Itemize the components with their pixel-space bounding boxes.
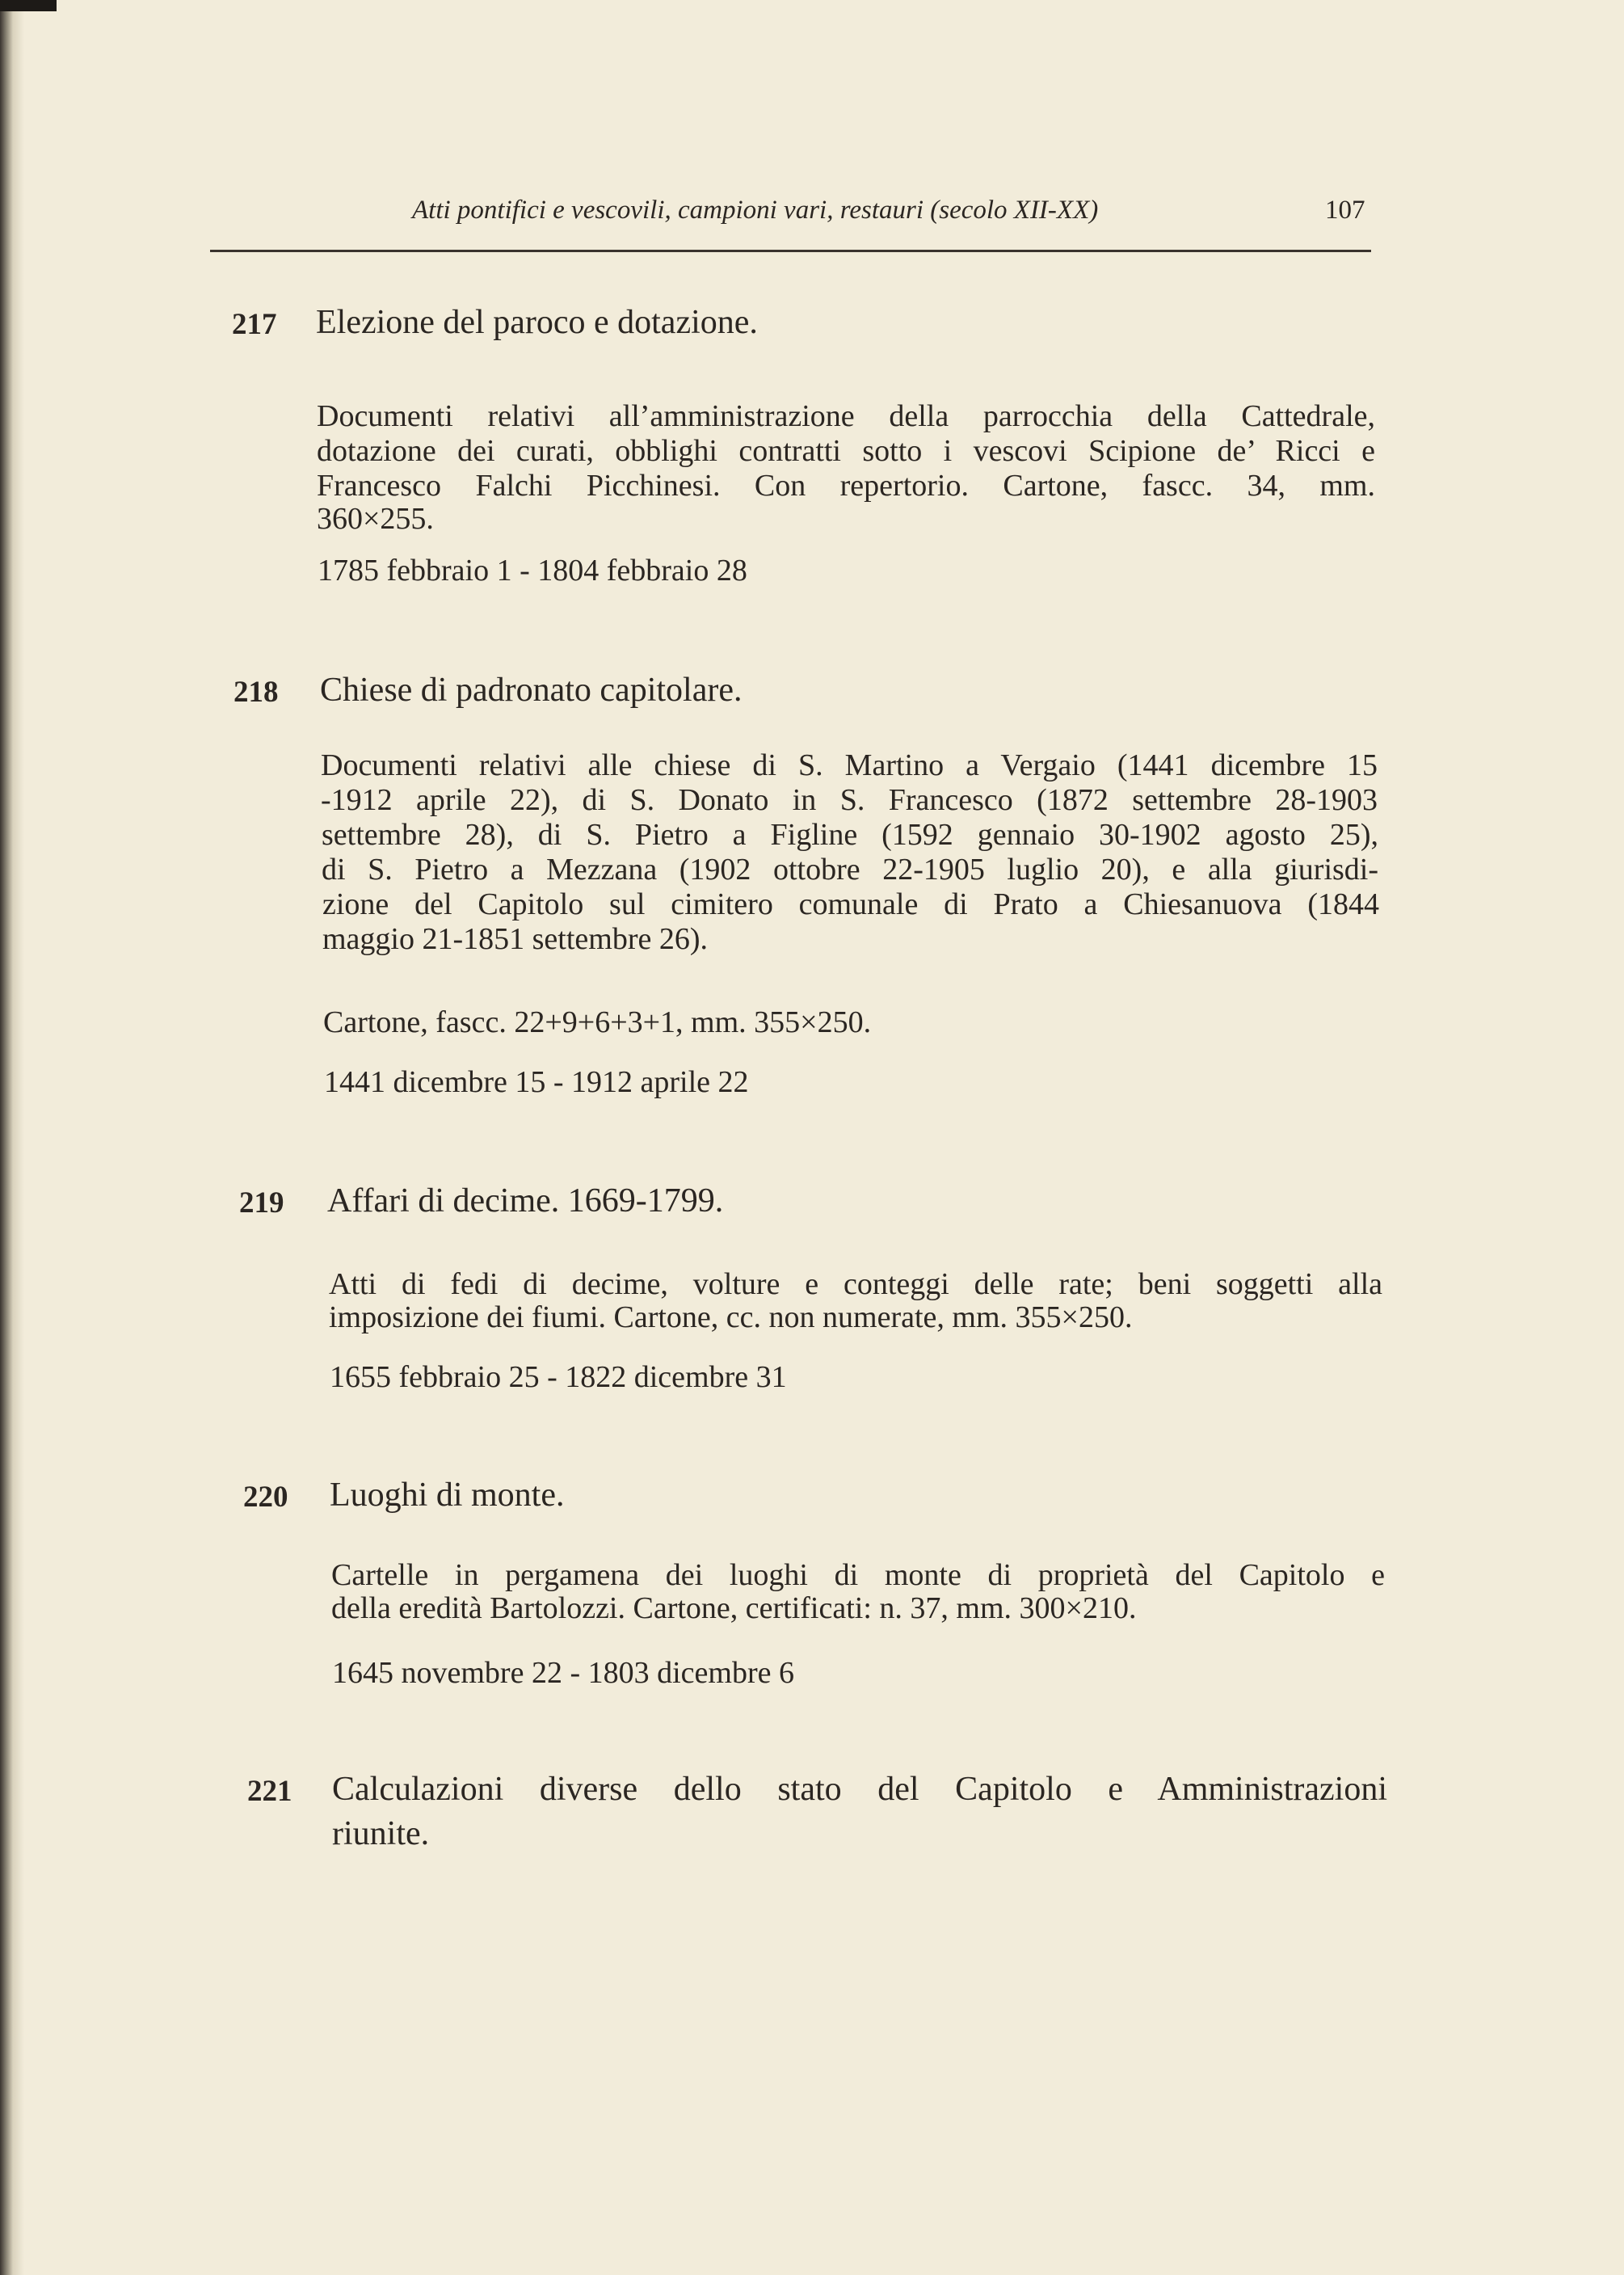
entry-body-line: Atti di fedi di decime, volture e conteggi delle rate; beni soggetti alla [329,1267,1382,1301]
page-number: 107 [1325,196,1365,225]
entry-body-line: di S. Pietro a Mezzana (1902 ottobre 22-1905 luglio 20), e alla giurisdi- [322,853,1378,887]
entry-body-line: della eredità Bartolozzi. Cartone, certificati: n. 37, mm. 300×210. [331,1591,1137,1625]
scan-corner [0,0,57,11]
entry-body-line: Francesco Falchi Picchinesi. Con repertorio. Cartone, fascc. 34, mm. [317,469,1375,503]
entry-title: Luoghi di monte. [330,1477,565,1514]
entry-body-line: zione del Capitolo sul cimitero comunale di Prato a Chiesanuova (1844 [322,887,1379,921]
entry-body-line: dotazione dei curati, obblighi contratti sotto i vescovi Scipione de’ Ricci e [317,434,1375,468]
entry-body-line: Documenti relativi alle chiese di S. Martino a Vergaio (1441 dicembre 15 [321,748,1378,782]
entry-physical-description: Cartone, fascc. 22+9+6+3+1, mm. 355×250. [323,1005,872,1039]
entry-title: Affari di decime. 1669-1799. [327,1182,724,1220]
header-rule [210,250,1371,252]
running-header: Atti pontifici e vescovili, campioni vari, restauri (secolo XII-XX) [412,196,1099,225]
entry-number: 218 [234,676,279,709]
entry-number: 220 [243,1481,288,1514]
entry-body-line: -1912 aprile 22), di S. Donato in S. Francesco (1872 settembre 28-1903 [321,783,1378,817]
entry-number: 221 [247,1775,292,1808]
entry-date: 1645 novembre 22 - 1803 dicembre 6 [332,1656,794,1690]
entry-number: 217 [232,308,277,341]
entry-body-line: maggio 21-1851 settembre 26). [322,922,709,956]
entry-title: Chiese di padronato capitolare. [320,672,743,709]
entry-title: Calculazioni diverse dello stato del Capitolo e Amministrazioni [332,1771,1387,1808]
entry-number: 219 [239,1186,284,1220]
entry-title-continuation: riunite. [332,1815,430,1852]
entry-date: 1655 febbraio 25 - 1822 dicembre 31 [330,1360,787,1394]
page-edge-shadow [0,0,24,2275]
entry-body-line: Documenti relativi all’amministrazione della parrocchia della Cattedrale, [317,399,1375,433]
entry-body-line: imposizione dei fiumi. Cartone, cc. non numerate, mm. 355×250. [329,1300,1133,1334]
entry-body-line: 360×255. [317,502,434,536]
entry-body-line: settembre 28), di S. Pietro a Figline (1592 gennaio 30-1902 agosto 25), [322,818,1378,852]
entry-title: Elezione del paroco e dotazione. [316,304,758,341]
entry-body-line: Cartelle in pergamena dei luoghi di monte di proprietà del Capitolo e [331,1558,1385,1592]
entry-date: 1441 dicembre 15 - 1912 aprile 22 [324,1065,749,1099]
entry-date: 1785 febbraio 1 - 1804 febbraio 28 [318,554,747,588]
